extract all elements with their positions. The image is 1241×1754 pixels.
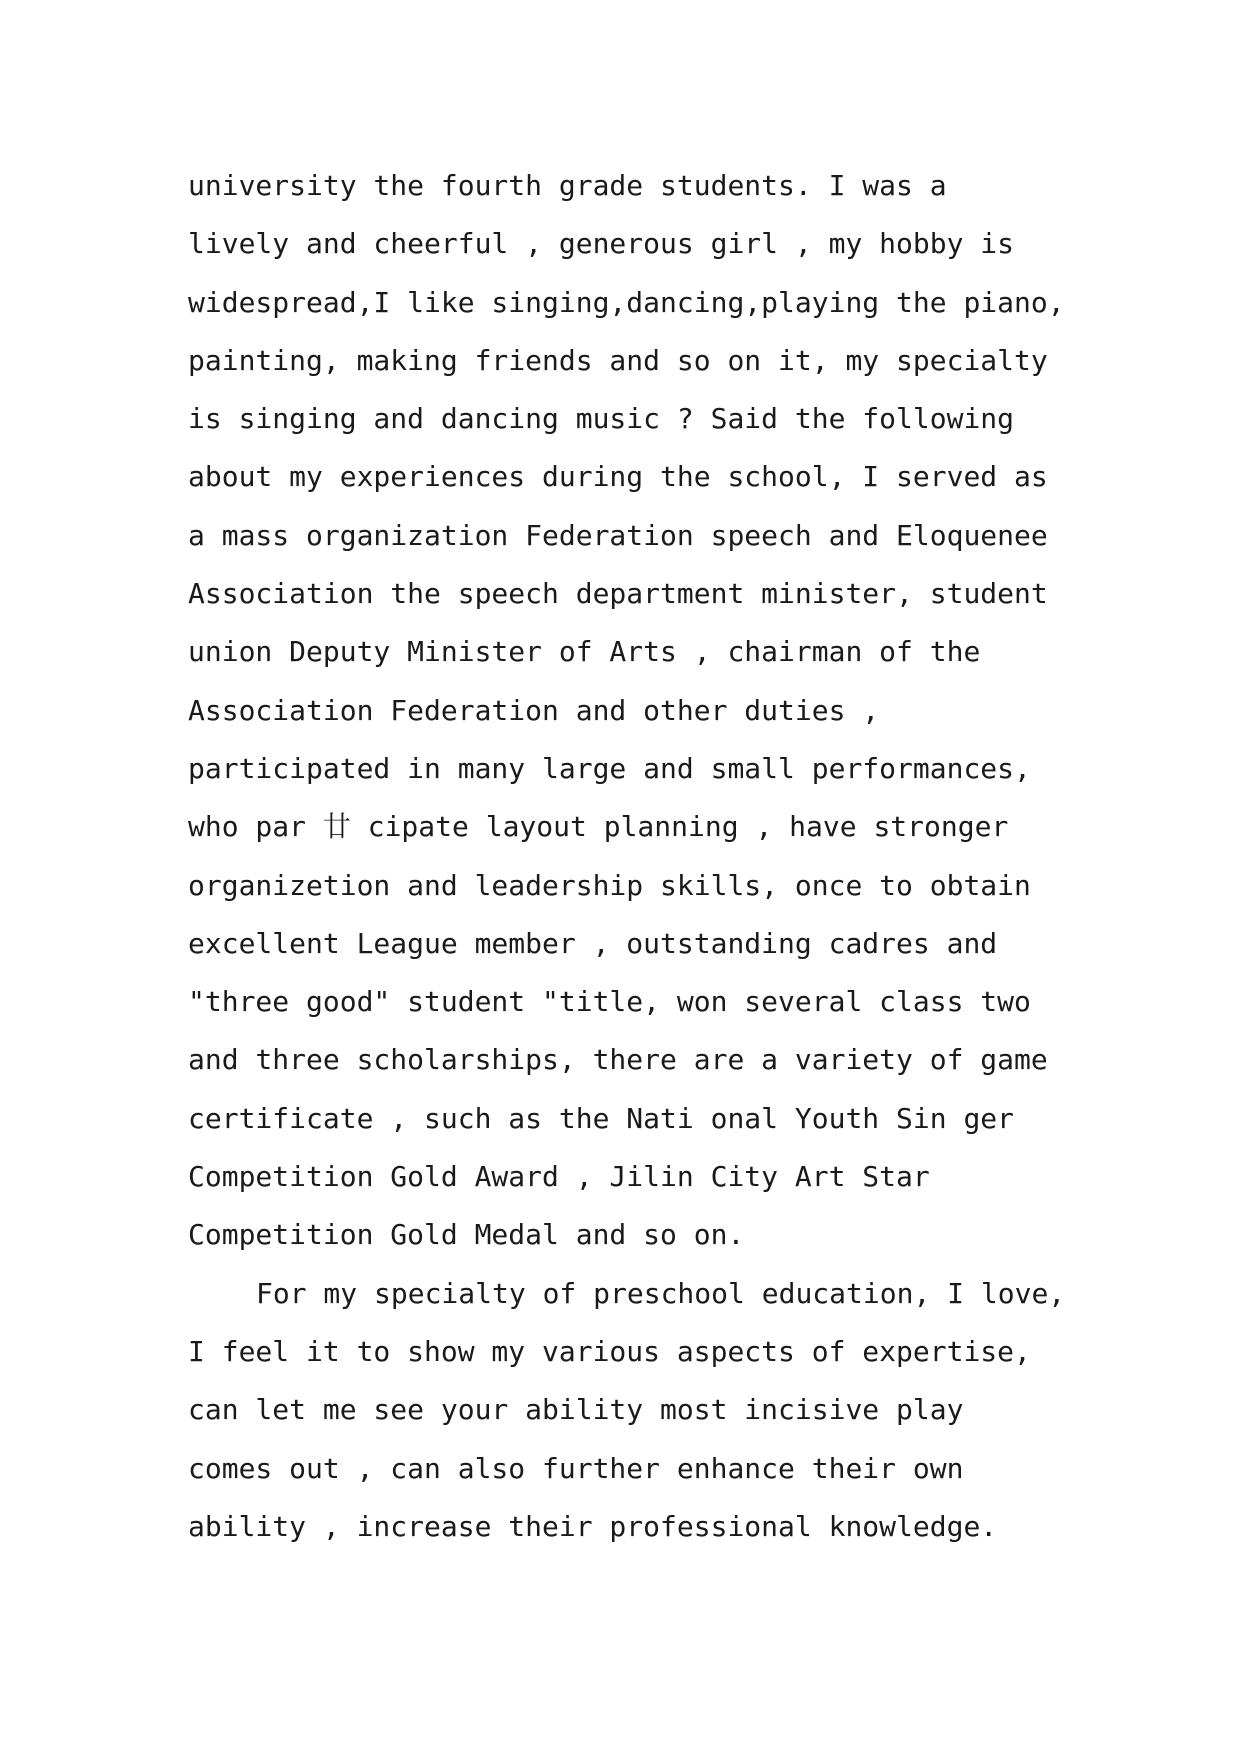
text-line: excellent League member , outstanding cadres and	[188, 926, 998, 960]
text-line: comes out , can also further enhance their own	[188, 1451, 964, 1485]
text-line: union Deputy Minister of Arts , chairman of the	[188, 635, 981, 669]
text-line: "three good" student "title, won several class two	[188, 985, 1031, 1019]
paragraph-start-line: For my specialty of preschool education, I love,	[256, 1276, 1066, 1310]
text-line: Association the speech department minister, student	[188, 577, 1048, 611]
text-line: organizetion and leadership skills, once to obtain	[188, 868, 1031, 902]
text-line: is singing and dancing music ? Said the following	[188, 402, 1015, 436]
text-line: university the fourth grade students. I was a	[188, 169, 947, 202]
text-line: about my experiences during the school, I served as	[188, 460, 1048, 494]
text-line: I feel it to show my various aspects of expertise,	[188, 1334, 1031, 1368]
text-line: who par 廿 cipate layout planning , have stronger	[188, 810, 1009, 844]
text-line: ability , increase their professional knowledge.	[188, 1509, 998, 1543]
text-line: and three scholarships, there are a variety of game	[188, 1043, 1048, 1077]
text-line: participated in many large and small performances,	[188, 751, 1031, 785]
body-text	[188, 157, 1066, 1556]
text-line: Association Federation and other duties ,	[188, 693, 880, 727]
text-line: widespread,I like singing,dancing,playing the piano,	[188, 285, 1065, 319]
paragraph-end-line: Competition Gold Medal and so on.	[188, 1218, 745, 1252]
text-line: lively and cheerful , generous girl , my hobby is	[188, 227, 1015, 261]
text-line: certificate , such as the Nati onal Youth Sin ger	[188, 1101, 1015, 1135]
text-line: painting, making friends and so on it, my specialty	[188, 343, 1048, 377]
text-line: Competition Gold Award , Jilin City Art Star	[188, 1160, 930, 1194]
text-line: can let me see your ability most incisive play	[188, 1393, 964, 1427]
text-line: a mass organization Federation speech and Eloquenee	[188, 518, 1048, 552]
